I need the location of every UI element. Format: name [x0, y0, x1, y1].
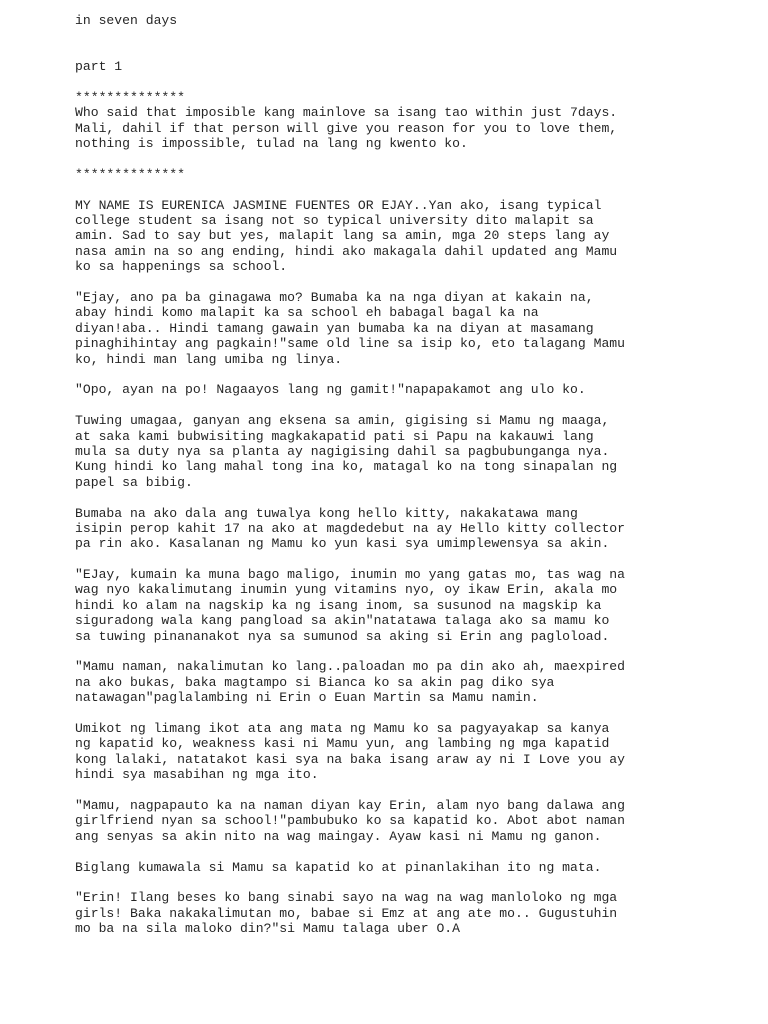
text-line: Umikot ng limang ikot ata ang mata ng Mamu ko sa pagyayakap sa kanya — [75, 720, 610, 736]
spacer — [75, 783, 705, 798]
separator-top: ************** — [75, 89, 186, 105]
story-paragraph — [75, 659, 705, 705]
text-line: natawagan"paglalambing ni Erin o Euan Martin sa Mamu namin. — [75, 690, 539, 706]
text-line: Mali, dahil if that person will give you reason for you to love them, — [75, 120, 618, 136]
text-line: "Ejay, ano pa ba ginagawa mo? Bumaba ka na nga diyan at kakain na, — [75, 290, 594, 306]
text-line: girls! Baka nakakalimutan mo, babae si Emz at ang ate mo.. Gugustuhin — [75, 905, 618, 921]
story-paragraph — [75, 890, 705, 936]
text-line: wag nyo kakalimutang inumin yung vitamins nyo, oy ikaw Erin, akala mo — [75, 582, 618, 598]
spacer — [75, 552, 705, 567]
text-line: "Erin! Ilang beses ko bang sinabi sayo na wag na wag manloloko ng mga — [75, 890, 618, 906]
text-line: Who said that imposible kang mainlove sa isang tao within just 7days. — [75, 105, 618, 121]
text-line: "Mamu, nagpapauto ka na naman diyan kay Erin, alam nyo bang dalawa ang — [75, 797, 626, 813]
story-paragraph — [75, 290, 705, 367]
spacer — [75, 182, 705, 197]
text-line: mula sa duty nya sa planta ay nagigising dahil sa pagbubunganga nya. — [75, 443, 610, 459]
story-paragraph — [75, 506, 705, 552]
text-line: girlfriend nyan sa school!"pambubuko ko sa kapatid ko. Abot abot naman — [75, 813, 626, 829]
text-line: siguradong wala kang pangload sa akin"natatawa talaga ako sa mamu ko — [75, 613, 610, 629]
spacer — [75, 398, 705, 413]
text-line: "Mamu naman, nakalimutan ko lang..paloadan mo pa din ako ah, maexpired — [75, 659, 626, 675]
text-line: sa tuwing pinananakot nya sa sumunod sa aking si Erin ang pagloload. — [75, 628, 610, 644]
text-line: ko, hindi man lang umiba ng linya. — [75, 351, 343, 367]
text-line: abay hindi komo malapit ka sa school eh babagal bagal ka na — [75, 305, 539, 321]
text-line: Biglang kumawala si Mamu sa kapatid ko at pinanlakihan ito ng mata. — [75, 859, 602, 875]
text-line: at saka kami bubwisiting magkakapatid pati si Papu na kakauwi lang — [75, 428, 594, 444]
intro-paragraph — [75, 105, 705, 151]
story-paragraph — [75, 798, 705, 844]
story-paragraph — [75, 382, 705, 397]
text-line: "Opo, ayan na po! Nagaayos lang ng gamit!"napapakamot ang ulo ko. — [75, 382, 586, 398]
text-line: "EJay, kumain ka muna bago maligo, inumin mo yang gatas mo, tas wag na — [75, 567, 626, 583]
text-line: hindi sya masabihan ng mga ito. — [75, 767, 319, 783]
story-paragraph — [75, 198, 705, 275]
story-paragraph — [75, 860, 705, 875]
story-paragraph — [75, 413, 705, 490]
text-line: diyan!aba.. Hindi tamang gawain yan bumaba ka na diyan at masamang — [75, 320, 594, 336]
story-paragraph — [75, 567, 705, 644]
text-line: na ako bukas, baka magtampo si Bianca ko sa akin pag diko sya — [75, 674, 555, 690]
spacer — [75, 28, 705, 59]
spacer — [75, 275, 705, 290]
spacer — [75, 75, 705, 90]
text-line: college student sa isang not so typical university dito malapit sa — [75, 213, 594, 229]
text-line: nothing is impossible, tulad na lang ng kwento ko. — [75, 136, 468, 152]
document-page — [75, 13, 705, 936]
text-line: pa rin ako. Kasalanan ng Mamu ko yun kasi sya umimplewensya sa akin. — [75, 536, 610, 552]
text-line: amin. Sad to say but yes, malapit lang sa amin, mga 20 steps lang ay — [75, 228, 610, 244]
text-line: papel sa bibig. — [75, 474, 193, 490]
spacer — [75, 706, 705, 721]
text-line: nasa amin na so ang ending, hindi ako makagala dahil updated ang Mamu — [75, 243, 618, 259]
text-line: ang senyas sa akin nito na wag maingay. Ayaw kasi ni Mamu ng ganon. — [75, 828, 602, 844]
spacer — [75, 875, 705, 890]
text-line: Bumaba na ako dala ang tuwalya kong hello kitty, nakakatawa mang — [75, 505, 578, 521]
text-line: MY NAME IS EURENICA JASMINE FUENTES OR EJAY..Yan ako, isang typical — [75, 197, 602, 213]
part-heading: part 1 — [75, 59, 123, 75]
spacer — [75, 644, 705, 659]
story-paragraph — [75, 721, 705, 783]
text-line: kong lalaki, natatakot kasi sya na baka isang araw ay ni I Love you ay — [75, 751, 626, 767]
text-line: ng kapatid ko, weakness kasi ni Mamu yun, ang lambing ng mga kapatid — [75, 736, 610, 752]
document-title: in seven days — [75, 13, 178, 28]
text-line: mo ba na sila maloko din?"si Mamu talaga uber O.A — [75, 921, 461, 937]
text-line: hindi ko alam na nagskip ka ng isang inom, sa susunod na magskip ka — [75, 597, 602, 613]
text-line: Tuwing umagaa, ganyan ang eksena sa amin, gigising si Mamu ng maaga, — [75, 413, 610, 429]
text-line: pinaghihintay ang pagkain!"same old line sa isip ko, eto talagang Mamu — [75, 336, 626, 352]
spacer — [75, 490, 705, 505]
spacer — [75, 844, 705, 859]
separator-bottom: ************** — [75, 166, 186, 182]
spacer — [75, 152, 705, 167]
text-line: Kung hindi ko lang mahal tong ina ko, matagal ko na tong sinapalan ng — [75, 459, 618, 475]
text-line: ko sa happenings sa school. — [75, 259, 288, 275]
spacer — [75, 367, 705, 382]
text-line: isipin perop kahit 17 na ako at magdedebut na ay Hello kitty collector — [75, 520, 626, 536]
